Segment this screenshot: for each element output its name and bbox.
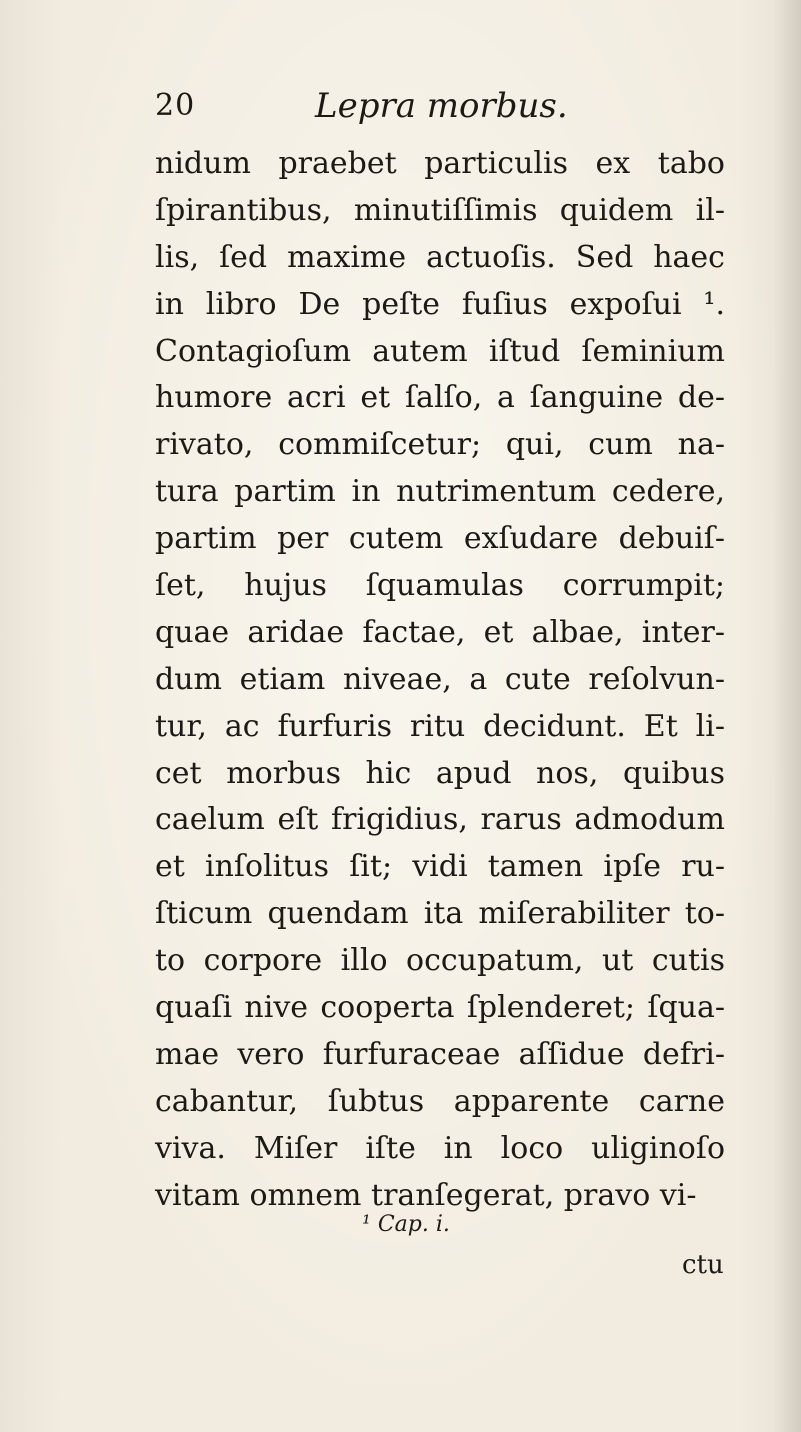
- text-line-content: tura partim in nutrimentum cedere,: [155, 474, 725, 510]
- text-line: [155, 1126, 725, 1173]
- text-line: [155, 375, 725, 422]
- text-line: [155, 657, 725, 704]
- text-line: [155, 422, 725, 469]
- text-line-content: humore acri et ſalſo, a ſanguine de-: [155, 380, 725, 416]
- text-line: [155, 751, 725, 798]
- text-line-content: partim per cutem exſudare debuiſ-: [155, 521, 725, 557]
- text-line: [155, 141, 725, 188]
- text-line: [155, 610, 725, 657]
- text-line-content: rivato, commiſcetur; qui, cum na-: [155, 427, 725, 463]
- text-line-content: nidum praebet particulis ex tabo: [155, 146, 725, 181]
- text-line: [155, 938, 725, 985]
- text-line-content: ſet, hujus ſquamulas corrumpit;: [155, 568, 725, 604]
- text-line-content: cabantur, ſubtus apparente carne: [155, 1083, 725, 1119]
- text-line-content: to corpore illo occupatum, ut cutis: [155, 943, 725, 979]
- text-line: [155, 844, 725, 891]
- text-line-content: quae aridae factae, et albae, inter-: [155, 614, 725, 650]
- text-line-content: in libro De peſte fuſius expoſui ¹.: [155, 286, 725, 322]
- text-line-content: viva. Miſer iſte in loco uliginoſo: [155, 1130, 725, 1166]
- page-number: 20: [155, 88, 196, 123]
- text-line-content: vitam omnem tranſegerat, pravo vi-: [155, 1177, 697, 1213]
- text-line-content: ſticum quendam ita miſerabiliter to-: [155, 896, 725, 932]
- text-line-content: mae vero furfuraceae aſſidue defri-: [155, 1036, 725, 1072]
- text-line: [155, 1079, 725, 1126]
- text-line-content: lis, ſed maxime actuoſis. Sed haec: [155, 239, 725, 275]
- catchword: ctu: [682, 1250, 724, 1280]
- text-line: [155, 516, 725, 563]
- text-line-content: cet morbus hic apud nos, quibus: [155, 755, 725, 791]
- text-line-content: et inſolitus ſit; vidi tamen ipſe ru-: [155, 849, 725, 885]
- text-line: [155, 235, 725, 282]
- page-edge-shadow: [773, 0, 801, 1432]
- text-line: [155, 282, 725, 329]
- text-line-content: Contagioſum autem iſtud ſeminium: [155, 333, 725, 369]
- running-title: Lepra morbus.: [315, 86, 568, 126]
- page-header: [155, 86, 715, 136]
- text-line: [155, 704, 725, 751]
- text-line: [155, 1032, 725, 1079]
- body-text: [155, 141, 725, 1219]
- text-line: [155, 985, 725, 1032]
- footnote: ¹ Cap. i.: [362, 1212, 450, 1237]
- text-line-content: quaſi nive cooperta ſplenderet; ſqua-: [155, 990, 725, 1026]
- text-line-content: caelum eſt frigidius, rarus admodum: [155, 802, 725, 838]
- text-line-content: ſpirantibus, minutiſſimis quidem il-: [155, 192, 725, 228]
- text-line: [155, 797, 725, 844]
- text-line-content: tur, ac furfuris ritu decidunt. Et li-: [155, 708, 725, 744]
- text-line-content: dum etiam niveae, a cute reſolvun-: [155, 661, 725, 697]
- text-line: [155, 329, 725, 376]
- text-line: [155, 891, 725, 938]
- text-line: [155, 188, 725, 235]
- text-line: [155, 469, 725, 516]
- text-line: [155, 563, 725, 610]
